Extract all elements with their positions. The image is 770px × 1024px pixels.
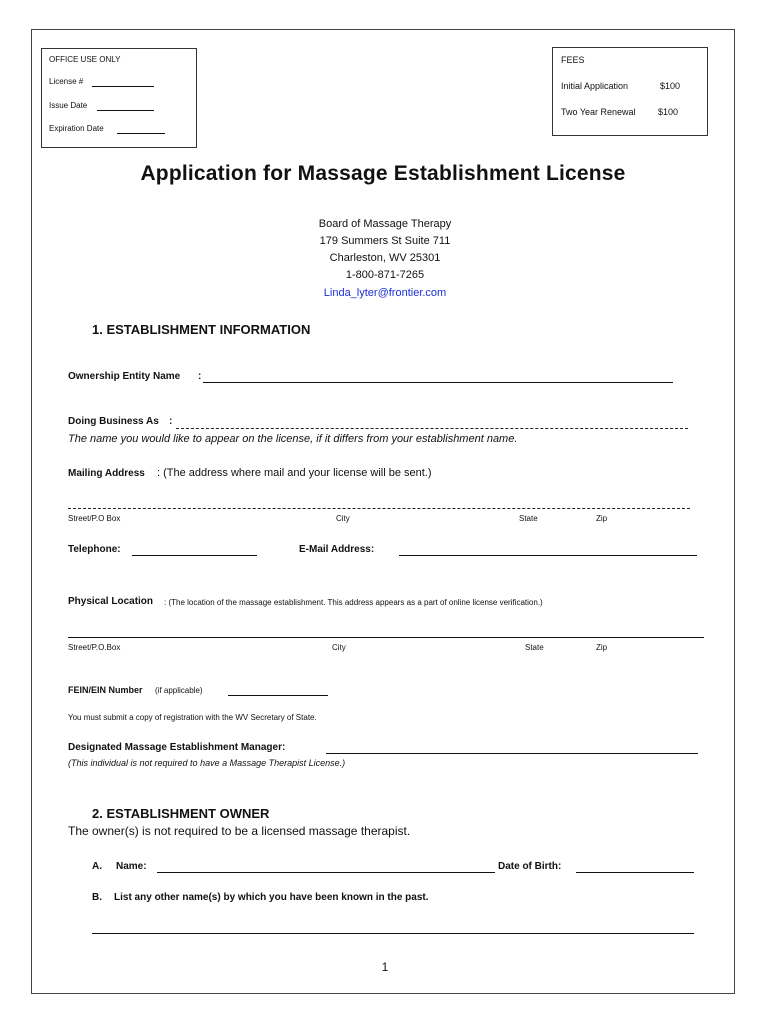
owner-name-label: Name:: [116, 861, 147, 872]
mailing-address-line[interactable]: [68, 508, 690, 509]
manager-line[interactable]: [326, 753, 698, 754]
manager-note: (This individual is not required to have a Massage Therapist License.): [68, 758, 346, 768]
physical-location-line[interactable]: [68, 637, 704, 638]
owner-b-marker: B.: [92, 892, 102, 903]
manager-label: Designated Massage Establishment Manager:: [68, 742, 286, 753]
dba-line[interactable]: [176, 428, 688, 429]
issue-date-label: Issue Date: [49, 101, 88, 110]
section-2-note: The owner(s) is not required to be a licensed massage therapist.: [68, 824, 411, 838]
initial-application-fee-label: Initial Application: [561, 81, 629, 91]
mailing-city-label: City: [336, 514, 350, 523]
owner-name-line[interactable]: [157, 872, 495, 873]
telephone-label: Telephone:: [68, 544, 121, 555]
ownership-entity-label: Ownership Entity Name: [68, 371, 181, 382]
fees-heading: FEES: [561, 55, 585, 65]
physical-city-label: City: [332, 643, 346, 652]
physical-street-label: Street/P.O.Box: [68, 643, 121, 652]
board-name: Board of Massage Therapy: [318, 218, 452, 230]
other-names-label: List any other name(s) by which you have been known in the past.: [114, 892, 429, 903]
owner-a-marker: A.: [92, 861, 102, 872]
physical-state-label: State: [525, 643, 544, 652]
expiration-date-label: Expiration Date: [49, 124, 104, 133]
page-title: Application for Massage Establishment License: [140, 162, 626, 185]
expiration-date-line[interactable]: [117, 133, 165, 134]
mailing-address-note: : (The address where mail and your license will be sent.): [157, 467, 432, 479]
physical-zip-label: Zip: [596, 643, 608, 652]
ownership-entity-line[interactable]: [203, 382, 673, 383]
dba-label: Doing Business As: [68, 416, 159, 427]
dba-note: The name you would like to appear on the license, if it differs from your establishment name.: [68, 433, 518, 445]
email-label: E-Mail Address:: [299, 544, 375, 555]
mailing-state-label: State: [519, 514, 538, 523]
registration-note: You must submit a copy of registration with the WV Secretary of State.: [68, 713, 317, 722]
page-number: 1: [381, 960, 389, 974]
board-email-link[interactable]: Linda_lyter@frontier.com: [323, 287, 447, 299]
board-phone: 1-800-871-7265: [345, 269, 425, 281]
issue-date-line[interactable]: [97, 110, 154, 111]
board-city: Charleston, WV 25301: [329, 252, 441, 264]
section-1-heading: 1. ESTABLISHMENT INFORMATION: [92, 322, 311, 337]
ownership-colon: :: [198, 371, 202, 382]
mailing-street-label: Street/P.O Box: [68, 514, 121, 523]
fein-label: FEIN/EIN Number: [68, 685, 143, 695]
owner-dob-label: Date of Birth:: [498, 861, 562, 872]
license-number-line[interactable]: [92, 86, 154, 87]
other-names-line[interactable]: [92, 933, 694, 934]
section-2-heading: 2. ESTABLISHMENT OWNER: [92, 806, 270, 821]
physical-location-note: : (The location of the massage establishment. This address appears as a part of online license verification.): [164, 598, 543, 607]
board-street: 179 Summers St Suite 711: [319, 235, 451, 247]
renewal-fee-label: Two Year Renewal: [561, 107, 636, 117]
renewal-fee-amount: $100: [658, 107, 679, 117]
owner-dob-line[interactable]: [576, 872, 694, 873]
telephone-line[interactable]: [132, 555, 257, 556]
fein-note: (if applicable): [155, 686, 203, 695]
email-line[interactable]: [399, 555, 697, 556]
mailing-zip-label: Zip: [596, 514, 608, 523]
fein-line[interactable]: [228, 695, 328, 696]
initial-application-fee-amount: $100: [660, 81, 681, 91]
office-use-heading: OFFICE USE ONLY: [49, 55, 121, 64]
license-number-label: License #: [49, 77, 84, 86]
mailing-address-label: Mailing Address: [68, 468, 145, 479]
physical-location-label: Physical Location: [68, 596, 154, 607]
dba-colon: :: [169, 416, 173, 427]
